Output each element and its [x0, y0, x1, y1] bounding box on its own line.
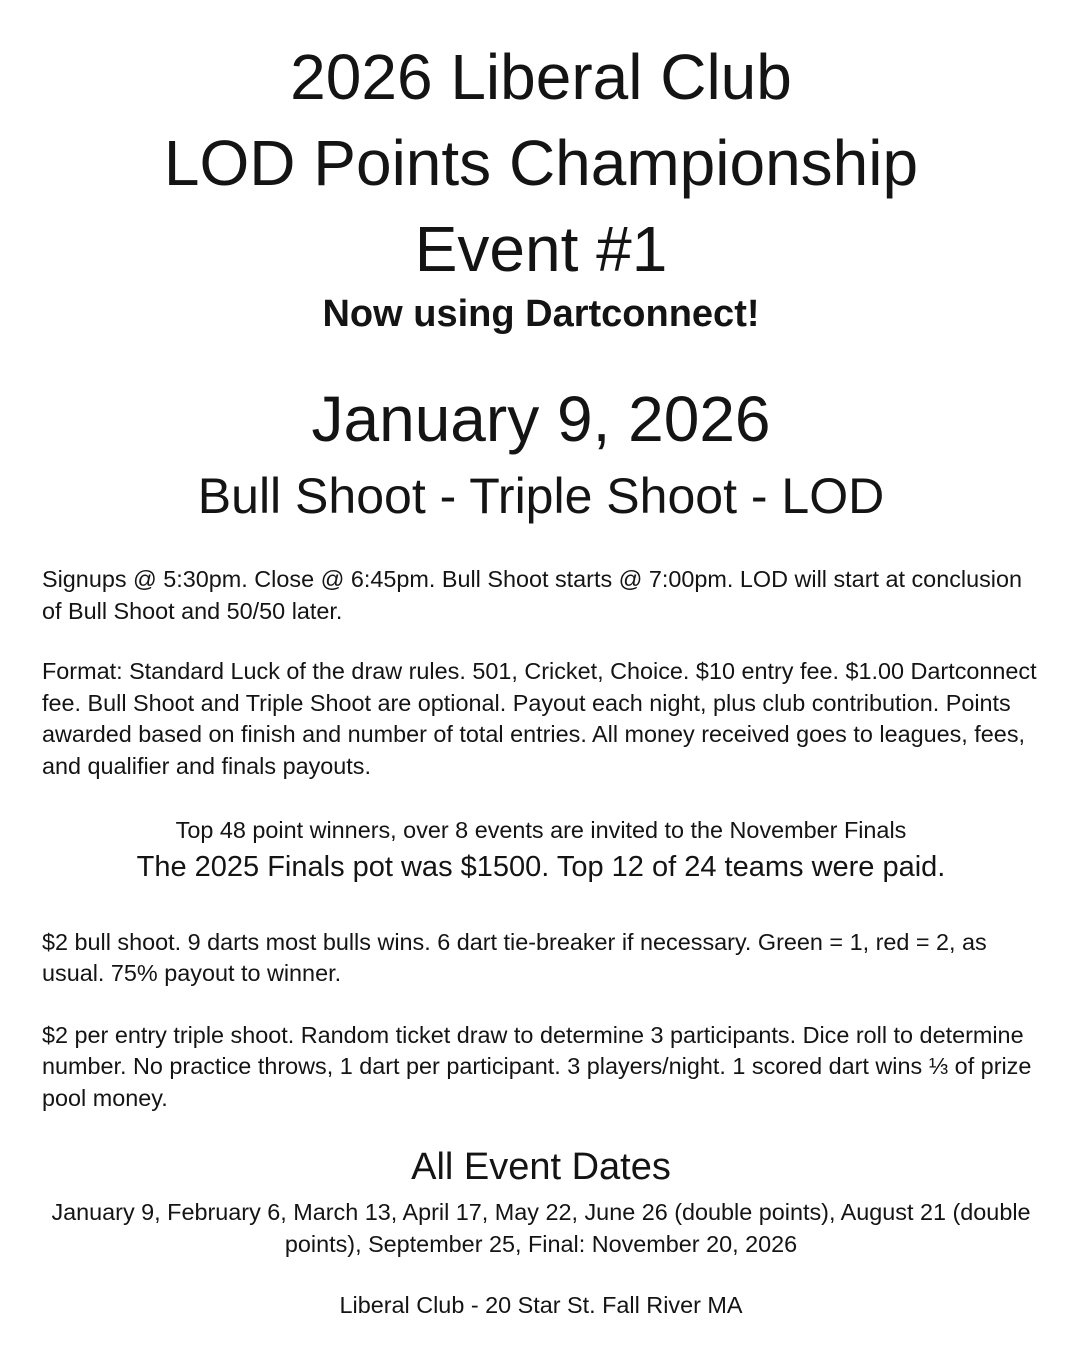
event-games-line: Bull Shoot - Triple Shoot - LOD — [197, 468, 885, 524]
finals-pot-line: The 2025 Finals pot was $1500. Top 12 of 24 teams were paid. — [136, 850, 946, 883]
venue-footer: Liberal Club - 20 Star St. Fall River MA — [339, 1292, 743, 1318]
page-title — [42, 34, 1040, 292]
page-title-line-3: Event #1 — [414, 213, 668, 285]
event-date: January 9, 2026 — [311, 383, 771, 455]
bull-shoot-paragraph: $2 bull shoot. 9 darts most bulls wins. 6 dart tie-breaker if necessary. Green = 1, red = 2, as usual. 75% payout to winner. — [42, 928, 987, 986]
finals-invite-line: Top 48 point winners, over 8 events are invited to the November Finals — [175, 817, 907, 843]
triple-shoot-paragraph: $2 per entry triple shoot. Random ticket draw to determine 3 participants. Dice roll to determine number. No practice throws, 1 dart per participant. 3 players/night. 1 scored dart wins ⅓ of prize pool money. — [42, 1021, 1032, 1111]
page-title-line-2: LOD Points Championship — [163, 127, 919, 199]
schedule-paragraph: Signups @ 5:30pm. Close @ 6:45pm. Bull Shoot starts @ 7:00pm. LOD will start at conclusion of Bull Shoot and 50/50 later. — [42, 566, 1023, 624]
event-dates-list: January 9, February 6, March 13, April 17, May 22, June 26 (double points), August 21 (double points), September 25, Final: November 20, 2026 — [51, 1199, 1031, 1257]
dartconnect-subtitle: Now using Dartconnect! — [322, 293, 760, 335]
format-paragraph: Format: Standard Luck of the draw rules. 501, Cricket, Choice. $10 entry fee. $1.00 Dartconnect fee. Bull Shoot and Triple Shoot are optional. Payout each night, plus club contribution. Points awarded based on finish and number of total entries. All money received goes to leagues, fees, and qualifier and finals payouts. — [42, 658, 1037, 779]
page-title-line-1: 2026 Liberal Club — [290, 41, 792, 113]
all-event-dates-heading: All Event Dates — [411, 1146, 671, 1188]
